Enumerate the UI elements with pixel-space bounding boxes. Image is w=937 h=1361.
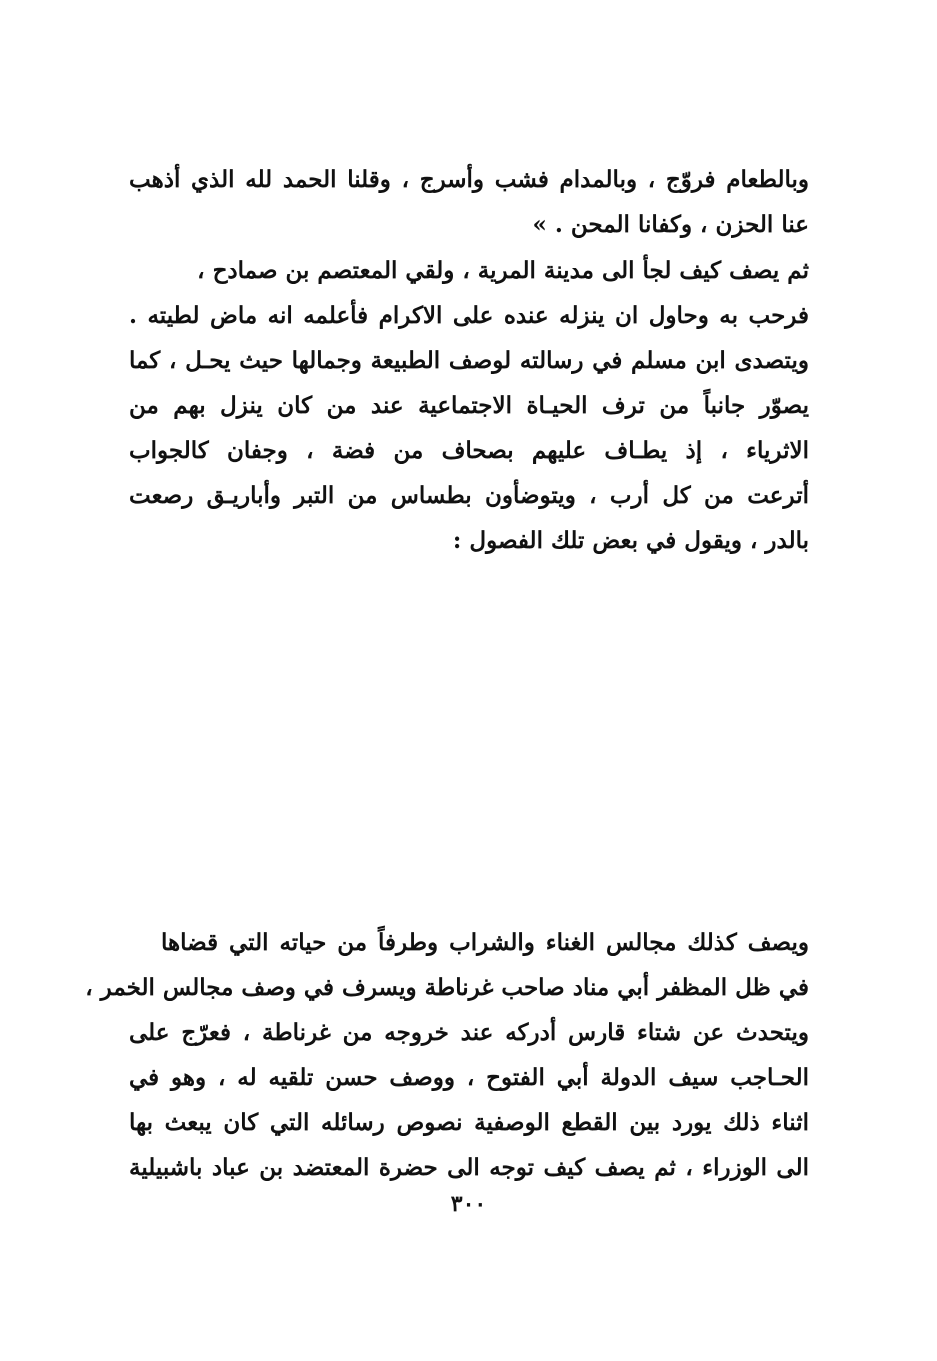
quote-line (265, 654, 809, 698)
quote-line (265, 834, 809, 878)
text-line: يصوّر جانباً من ترف الحيـاة الاجتماعية عند من كان ينزل بهم من (129, 392, 809, 419)
text-line: الى الوزراء ، ثم يصف كيف توجه الى حضرة المعتضد بن عباد باشبيلية (129, 1154, 809, 1181)
text-line: اثناء ذلك يورد بين القطع الوصفية نصوص رسائله التي كان يبعث بها (129, 1109, 809, 1136)
text-line: ويتحدث عن شتاء قارس أدركه عند خروجه من غرناطة ، فعرّج على (129, 1019, 809, 1046)
text-line: في ظل المظفر أبي مناد صاحب غرناطة ويسرف في وصف مجالس الخمر ، (85, 974, 809, 1001)
quote-line (265, 609, 809, 653)
text-line: عنا الحزن ، وكفانا المحن . » (532, 211, 809, 238)
text-line: الاثرياء ، إذ يطـاف عليهم بصحاف من فضة ، وجفان كالجواب (129, 437, 809, 464)
page-number: ٣٠٠ (450, 1191, 487, 1217)
quote-line (129, 564, 809, 608)
text-line: الحـاجب سيف الدولة أبي الفتوح ، ووصف حسن تلقيه له ، وهو في (129, 1064, 809, 1091)
text-line: ثم يصف كيف لجأ الى مدينة المرية ، ولقي المعتصم بن صمادح ، (197, 257, 809, 284)
text-line: أترعت من كل أرب ، ويتوضأون بطساس من التبر وأباريـق رصعت (129, 482, 809, 509)
quote-line (265, 699, 809, 743)
text-line: ويصف كذلك مجالس الغناء والشراب وطرفاً من حياته التي قضاها (161, 929, 809, 956)
quote-line (265, 789, 809, 833)
text-line: فرحب به وحاول ان ينزله عنده على الاكرام فأعلمه انه ماض لطيته . (129, 302, 809, 329)
text-line: ويتصدى ابن مسلم في رسالته لوصف الطبيعة وجمالها حيث يحـل ، كما (129, 347, 809, 374)
quote-line (339, 879, 809, 923)
quote-line (265, 744, 809, 788)
text-line: بالدر ، ويقول في بعض تلك الفصول : (452, 527, 809, 554)
text-line: وبالطعام فروّج ، وبالمدام فشب وأسرج ، وقلنا الحمد لله الذي أذهب (129, 166, 809, 193)
